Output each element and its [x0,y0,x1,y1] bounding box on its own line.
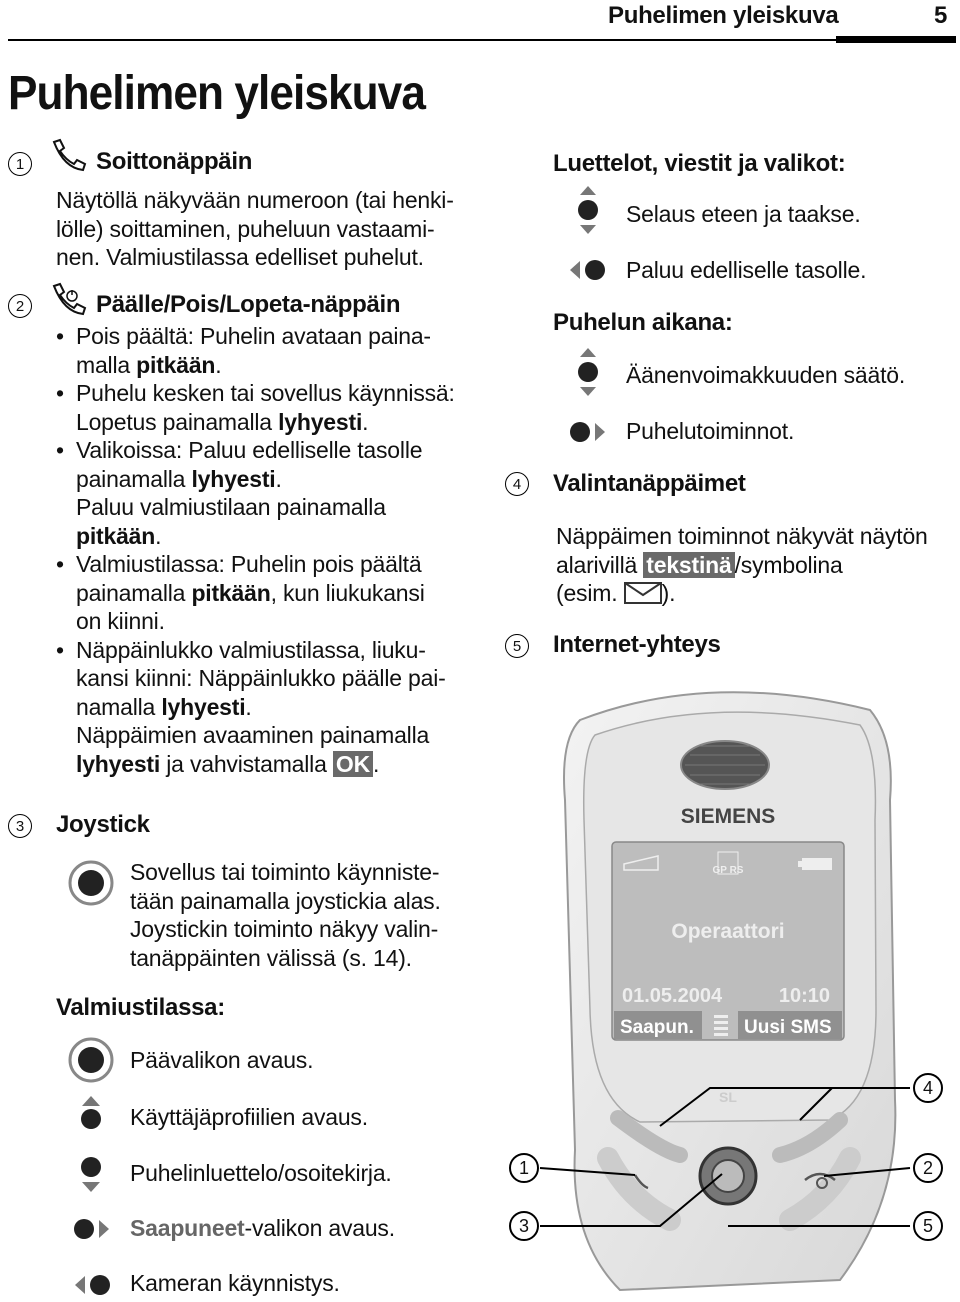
standby-row-1: Päävalikon avaus. [130,1047,314,1073]
left-softkey-label: Saapun. [620,1017,694,1038]
list-item [56,636,476,779]
screen-time: 10:10 [778,985,830,1007]
bold-span: lyhyesti [76,750,161,777]
running-header-title: Puhelimen yleiskuva [608,2,839,29]
text-span: , kun liukukansi [270,579,425,606]
list-item [56,322,476,379]
joystick-right-icon [566,418,610,446]
operator-name: Operaattori [671,920,785,943]
joystick-left-icon [70,1270,114,1300]
text-span: ja vahvistamalla [160,750,333,777]
text-line: tanäppäinten välissä (s. 14). [130,944,412,971]
envelope-icon [624,582,662,604]
text-line: Näytöllä näkyvään numeroon (tai henki- [56,187,454,213]
joystick-updown-icon [574,346,602,398]
right-row-1: Selaus eteen ja taakse. [626,201,861,227]
battery-icon [798,858,832,870]
bold-span: lyhyesti [191,465,276,492]
right-row-4: Puhelutoiminnot. [626,418,795,444]
standby-row-3: Puhelinluettelo/osoitekirja. [130,1160,392,1186]
call-key-icon [50,138,90,172]
call-title: Puhelun aikana: [553,309,733,336]
header-rule [8,39,840,41]
text-line: kansi kiinni: Näppäinlukko päälle pai- [76,665,446,691]
text-span: alarivillä [556,551,644,578]
right-row-3: Äänenvoimakkuuden säätö. [626,362,906,388]
text-line: Näppäimien avaaminen painamalla [76,722,430,748]
joystick-press-icon [68,1037,114,1083]
text-line [556,551,928,580]
bold-span: pitkään [191,579,271,606]
section-number-5: 5 [505,634,529,658]
section-number-3: 3 [8,814,32,838]
text-line: • Näppäinlukko valmiustilassa, liuku- [76,636,426,663]
section-3-body [130,858,441,972]
screen-date: 01.05.2004 [622,985,723,1007]
section-4-body [556,522,928,608]
list-item [56,379,476,436]
model-label: SL [719,1089,737,1105]
callout-2: 2 [913,1153,943,1183]
brand-logo: SIEMENS [680,805,776,828]
text-line [556,579,928,608]
section-title-2: Päälle/Pois/Lopeta-näppäin [96,291,401,318]
joystick-right-icon [70,1214,114,1244]
text-line: lyhyesti ja vahvistamalla OK . [76,750,380,777]
section-number-2: 2 [8,294,32,318]
callout-4: 4 [913,1073,943,1103]
text-line: painamalla lyhyesti. [76,465,282,492]
bold-span: lyhyesti [161,693,246,720]
text-line: pitkään. [76,522,162,549]
section-2-list [56,322,476,778]
text-line: tään painamalla joystickia alas. [130,887,441,914]
section-number-1: 1 [8,152,32,176]
standby-row-5: Kameran käynnistys. [130,1270,340,1296]
phone-illustration [500,680,930,1302]
text-span: Lopetus painamalla [76,408,279,435]
page-title: Puhelimen yleiskuva [8,67,425,120]
section-title-3: Joystick [56,811,150,838]
section-title-1: Soittonäppäin [96,148,253,175]
section-title-5: Internet-yhteys [553,631,721,658]
joystick-left-icon [566,256,610,284]
ok-softkey-label: OK [333,751,373,777]
text-line: Näppäimen toiminnot näkyvät näytön [556,523,928,549]
text-line: • Valikoissa: Paluu edelliselle tasolle [76,437,423,463]
callout-3: 3 [509,1211,539,1241]
gprs-label: GP RS [712,865,744,876]
text-line: • Puhelu kesken tai sovellus käynnissä: [76,380,455,406]
text-line: on kiinni. [76,608,165,634]
text-span: ). [661,580,676,606]
standby-title: Valmiustilassa: [56,994,225,1021]
bold-span: lyhyesti [278,408,363,435]
joystick-down-icon [76,1154,106,1196]
end-key-icon [50,282,90,318]
list-item [56,436,476,550]
right-softkey-label: Uusi SMS [744,1017,832,1038]
section-title-4: Valintanäppäimet [553,470,746,497]
text-span: /symbolina [734,551,843,578]
text-span: painamalla [76,579,192,606]
joystick-up-icon [76,1094,106,1134]
standby-row-2: Käyttäjäprofiilien avaus. [130,1104,368,1130]
lists-title: Luettelot, viestit ja valikot: [553,150,846,177]
right-row-2: Paluu edelliselle tasolle. [626,257,867,283]
joystick-updown-icon [574,184,602,236]
text-span: painamalla [76,465,192,492]
text-line [76,579,476,608]
text-span: malla [76,351,137,378]
text-line: Lopetus painamalla lyhyesti. [76,408,369,435]
text-line: malla pitkään. [76,351,222,378]
text-line: • Pois päältä: Puhelin avataan paina- [76,323,431,349]
section-number-4: 4 [505,472,529,496]
text-line: Joystickin toiminto näkyy valin- [130,916,439,942]
bold-span: pitkään [76,522,156,549]
joystick-press-icon [68,860,114,906]
text-line: nen. Valmiustilassa edelliset puhelut. [56,244,424,270]
text-line: lölle) soittaminen, puheluun vastaami- [56,215,435,242]
softkey-text-example: tekstinä [643,552,734,578]
page-number: 5 [934,2,948,29]
text-span: -valikon avaus. [244,1215,395,1241]
text-line: Paluu valmiustilaan painamalla [76,494,386,520]
list-item [56,550,476,636]
text-line: • Valmiustilassa: Puhelin pois päältä [76,551,422,577]
callout-1: 1 [509,1153,539,1183]
text-line: Sovellus tai toiminto käynniste- [130,859,440,885]
text-span: namalla [76,693,162,720]
callout-5: 5 [913,1211,943,1241]
bold-span: pitkään [136,351,216,378]
header-rule-thick [836,36,956,43]
standby-row-4 [130,1215,395,1242]
text-line: namalla lyhyesti. [76,693,252,720]
section-1-body [56,186,454,272]
inbox-menu-name: Saapuneet [130,1215,245,1241]
text-span: (esim. [556,580,624,606]
